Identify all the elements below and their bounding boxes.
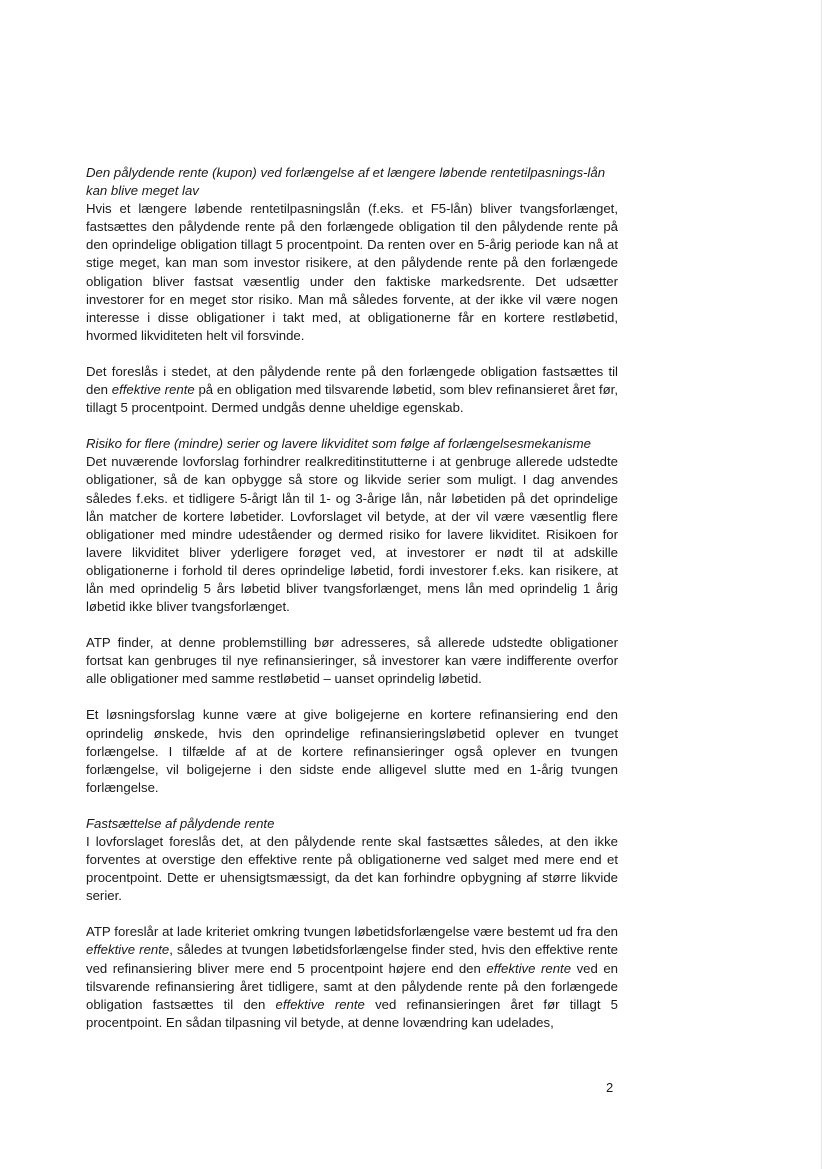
section-2-paragraph-1	[86, 435, 618, 616]
paragraph-text: I lovforslaget foreslås det, at den pålydende rente skal fastsættes således, at den ikke forventes at overstige den effektive rente på obligationerne ved salget med mere end et procentpoint. Dette er uhensigtsmæssigt, da det kan forhindre opbygning af større likvide serier.	[86, 834, 618, 904]
paragraph-text: ATP foreslår at lade kriteriet omkring tvungen løbetidsforlængelse være bestemt ud fra den	[86, 924, 618, 940]
section-3-paragraph-1	[86, 815, 618, 905]
paragraph-text: Det nuværende lovforslag forhindrer realkreditinstitutterne i at genbruge allerede udstedte obligationer, så de kan opbygge så store og likvide serier som muligt. I dag anvendes således f.eks. et tidligere 5-årigt lån til 1- og 3-årige lån, når løbetiden på det oprindelige lån matcher de kortere løbetider. Lovforslaget vil betyde, at der vil være væsentlig flere obligationer med mindre udeståender og dermed risiko for lavere likviditet. Risikoen for lavere likviditet bliver yderligere forøget ved, at investorer er nødt til at adskille obligationerne i forhold til deres oprindelige løbetid, fordi investorer f.eks. kan risikere, at lån med oprindelig 5 års løbetid bliver tvangsforlænget, mens lån med oprindelig 1 årig løbetid ikke bliver tvangsforlænget.	[86, 454, 618, 615]
section-3-paragraph-2	[86, 923, 618, 1032]
paragraph-text: ved en tilsvarende refinansiering året tidligere, samt at den pålydende rente på den forlængede obligation fastsættes til den	[86, 960, 619, 1012]
paragraph-text: Et løsningsforslag kunne være at give boligejerne en kortere refinansiering end den oprindelig ønskede, hvis den oprindelige refinansieringsløbetid oplever en tvunget forlængelse. I tilfælde af at de kortere refinansieringer også oplever en tvungen forlængelse, vil boligejerne i den sidste ende alligevel slutte med en 1-årig tvungen forlængelse.	[86, 707, 618, 795]
document-body	[86, 164, 618, 1050]
page-edge-line	[821, 0, 822, 1169]
section-1-paragraph-2	[86, 363, 618, 417]
paragraph-text: Hvis et længere løbende rentetilpasningslån (f.eks. et F5-lån) bliver tvangsforlænget, fastsættes den pålydende rente på den forlængede obligation til den pålydende rente på den oprindelige obligation tillagt 5 procentpoint. Da renten over en 5-årig periode kan nå at stige meget, kan man som investor risikere, at den pålydende rente på den forlængede obligation bliver fastsat væsentlig under den faktiske markedsrente. Det udsætter investorer for en meget stor risiko. Man må således forvente, at der ikke vil være nogen interesse i disse obligationer i takt med, at obligationerne får en kortere restløbetid, hvormed likviditeten helt vil forsvinde.	[86, 201, 618, 343]
section-1-heading: Den pålydende rente (kupon) ved forlængelse af et længere løbende rentetilpasnings-lån kan blive meget lav	[86, 165, 606, 199]
emphasis-text: effektive rente	[275, 996, 365, 1012]
emphasis-text: effektive rente	[486, 960, 572, 976]
paragraph-text: på en obligation med tilsvarende løbetid, som blev refinansieret året før, tillagt 5 procentpoint. Dermed undgås denne uheldige egenskab.	[86, 382, 618, 416]
paragraph-text: Det foreslås i stedet, at den pålydende rente på den forlængede obligation fastsættes til den	[86, 363, 618, 398]
paragraph-text: , således at tvungen løbetidsforlængelse finder sted, hvis den effektive rente ved refinansiering bliver mere end 5 procentpoint højere end den	[86, 942, 619, 976]
page-number: 2	[606, 1080, 614, 1095]
section-2-paragraph-3	[86, 706, 618, 796]
emphasis-text: effektive rente	[111, 382, 195, 398]
paragraph-text: ATP finder, at denne problemstilling bør adresseres, så allerede udstedte obligationer fortsat kan genbruges til nye refinansieringer, så investorer kan være indifferente overfor alle obligationer med samme restløbetid – uanset oprindelig løbetid.	[86, 635, 618, 687]
section-1-paragraph-1	[86, 164, 618, 345]
emphasis-text: effektive rente	[86, 942, 170, 958]
section-2-paragraph-2	[86, 634, 618, 688]
paragraph-text: ved refinansieringen året før tillagt 5 procentpoint. En sådan tilpasning vil betyde, at denne lovændring kan udelades,	[86, 996, 618, 1030]
section-2-heading: Risiko for flere (mindre) serier og lavere likviditet som følge af forlængelsesmekanisme	[86, 436, 591, 452]
section-3-heading: Fastsættelse af pålydende rente	[86, 815, 275, 831]
